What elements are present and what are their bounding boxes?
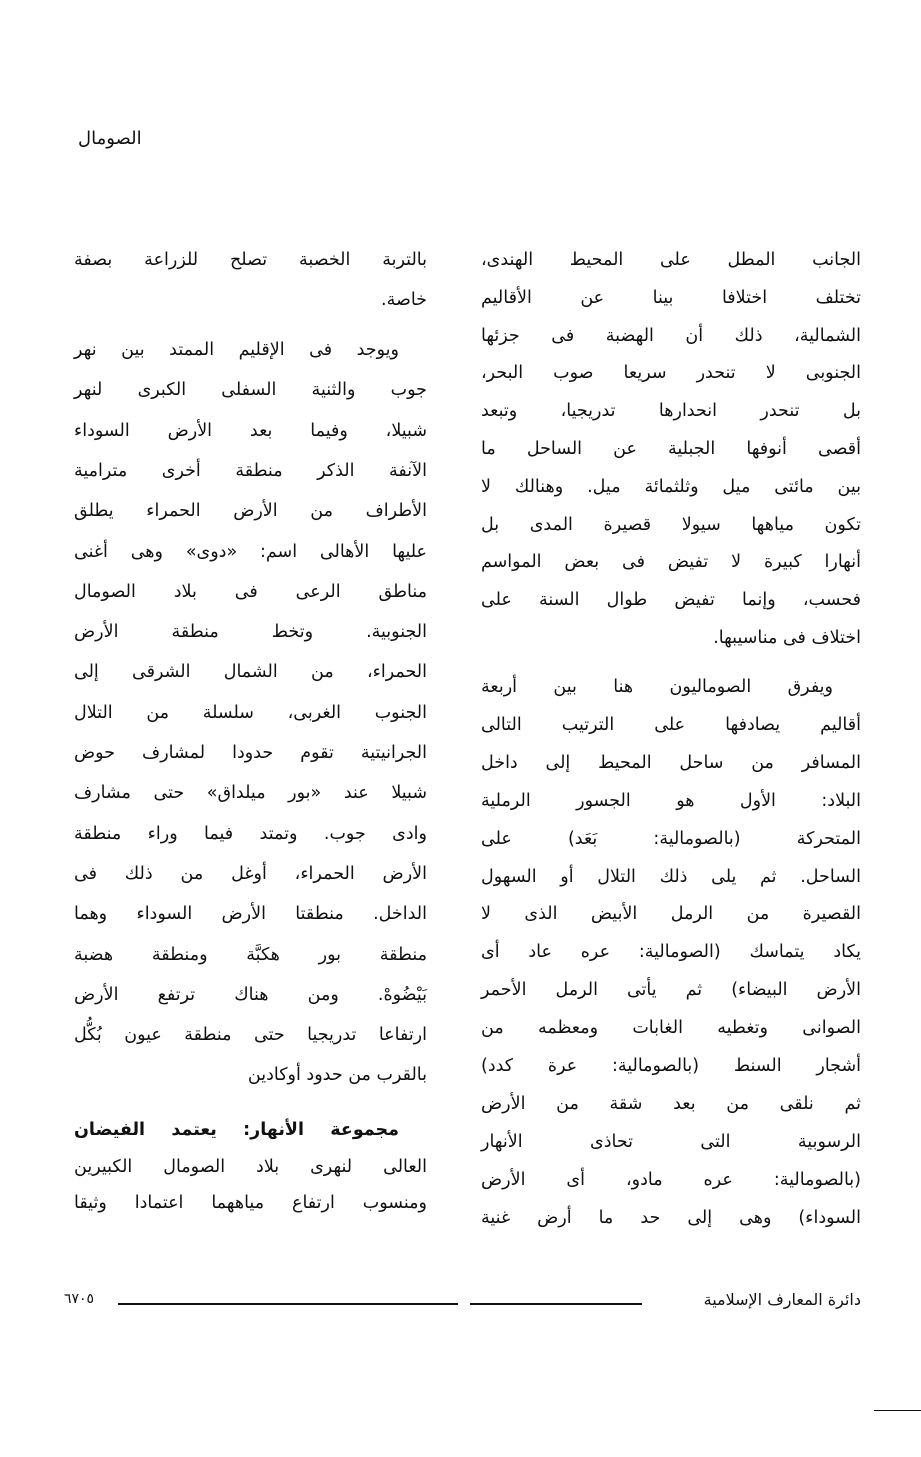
text-line: الجنوبى لا تنحدر سريعا صوب البحر، <box>481 363 861 384</box>
text-line: الداخل. منطقتا الأرض السوداء وهما <box>74 904 427 925</box>
text-line: أقاليم يصادفها على الترتيب التالى <box>481 714 861 735</box>
text-line: الجنوبية. وتخط منطقة الأرض <box>74 622 427 643</box>
right-text-column <box>481 0 861 1300</box>
text-line: الحمراء، من الشمال الشرقى إلى <box>74 662 427 683</box>
left-text-column <box>74 0 427 1300</box>
text-line: تختلف اختلافا بينا عن الأقاليم <box>481 287 861 308</box>
footer-rule-left <box>118 1303 458 1305</box>
text-line: الأرض البيضاء) ثم يأتى الرمل الأحمر <box>481 980 861 1001</box>
text-line: ثم نلقى من بعد شقة من الأرض <box>481 1093 861 1114</box>
text-line: بالقرب من حدود أوكادين <box>247 1065 427 1086</box>
text-line: الأطراف من الأرض الحمراء يطلق <box>74 501 427 522</box>
text-line: ومنسوب ارتفاع مياههما اعتمادا وثيقا <box>74 1193 427 1213</box>
text-line: ويفرق الصوماليون هنا بين أربعة <box>481 677 833 697</box>
text-line: مناطق الرعى فى بلاد الصومال <box>74 581 427 602</box>
text-line: الساحل. ثم يلى ذلك التلال أو السهول <box>481 866 861 887</box>
footer-publication-title: دائرة المعارف الإسلامية <box>703 1290 861 1309</box>
text-line: الصوانى وتغطيه الغابات ومعظمه من <box>481 1018 861 1039</box>
text-line: الجانب المطل على المحيط الهندى، <box>481 250 861 270</box>
text-line: خاصة. <box>381 290 427 310</box>
text-line: القصيرة من الرمل الأبيض الذى لا <box>481 904 861 925</box>
text-line: عليها الأهالى اسم: «دوى» وهى أغنى <box>74 541 427 562</box>
corner-rule <box>874 1410 921 1411</box>
text-line: اختلاف فى مناسيبها. <box>713 628 861 648</box>
running-header-title: الصومال <box>78 128 142 149</box>
text-line: ويوجد فى الإقليم الممتد بين نهر <box>74 340 399 360</box>
text-line: الجرانيتية تقوم حدودا لمشارف حوض <box>74 743 427 763</box>
text-line: منطقة بور هكبَّة ومنطقة هضبة <box>74 944 427 965</box>
text-line: العالى لنهرى بلاد الصومال الكبيرين <box>74 1157 427 1177</box>
text-line: البلاد: الأول هو الجسور الرملية <box>481 790 861 811</box>
text-line: فحسب، وإنما تفيض طوال السنة على <box>481 590 861 611</box>
footer-rule-right <box>470 1303 642 1305</box>
text-line: الأرض الحمراء، أوغل من ذلك فى <box>74 863 427 884</box>
text-line: وادى جوب. وتمتد فيما وراء منطقة <box>74 823 427 844</box>
text-line: الرسوبية التى تحاذى الأنهار <box>481 1131 861 1152</box>
text-line: أشجار السنط (بالصومالية: عرة كدد) <box>481 1056 861 1076</box>
text-line: شبيلا، وفيما بعد الأرض السوداء <box>74 420 427 441</box>
text-line: مجموعة الأنهار: يعتمد الفيضان <box>74 1120 399 1140</box>
text-line: (بالصومالية: عره مادو، أى الأرض <box>481 1169 861 1190</box>
text-line: الآنفة الذكر منطقة أخرى مترامية <box>74 460 427 481</box>
text-line: السوداء) وهى إلى حد ما أرض غنية <box>481 1207 861 1228</box>
text-line: ارتفاعا تدريجيا حتى منطقة عيون بُكُّل <box>74 1025 427 1046</box>
text-line: يكاد يتماسك (الصومالية: عره عاد أى <box>481 942 861 963</box>
text-line: المتحركة (بالصومالية: بَعَد) على <box>481 828 861 849</box>
text-line: أقصى أنوفها الجبلية عن الساحل ما <box>481 439 861 459</box>
text-line: بَيْضُوهْ. ومن هناك ترتفع الأرض <box>74 984 427 1005</box>
footer-page-number: ٦٧٠٥ <box>64 1291 95 1307</box>
text-line: المسافر من ساحل المحيط إلى داخل <box>481 752 861 773</box>
text-line: شبيلا عند «بور ميلداق» حتى مشارف <box>74 783 427 804</box>
text-line: الجنوب الغربى، سلسلة من التلال <box>74 702 427 723</box>
text-line: تكون مياهها سيولا قصيرة المدى بل <box>481 514 861 535</box>
text-line: جوب والثنية السفلى الكبرى لنهر <box>74 380 427 401</box>
text-line: بين مائتى ميل وثلثمائة ميل. وهنالك لا <box>481 476 861 497</box>
text-line: أنهارا كبيرة لا تفيض فى بعض المواسم <box>481 552 861 573</box>
text-line: الشمالية، ذلك أن الهضبة فى جزئها <box>481 325 861 346</box>
text-line: بالتربة الخصبة تصلح للزراعة بصفة <box>74 250 427 270</box>
text-line: بل تنحدر انحدارها تدريجيا، وتبعد <box>481 401 861 422</box>
